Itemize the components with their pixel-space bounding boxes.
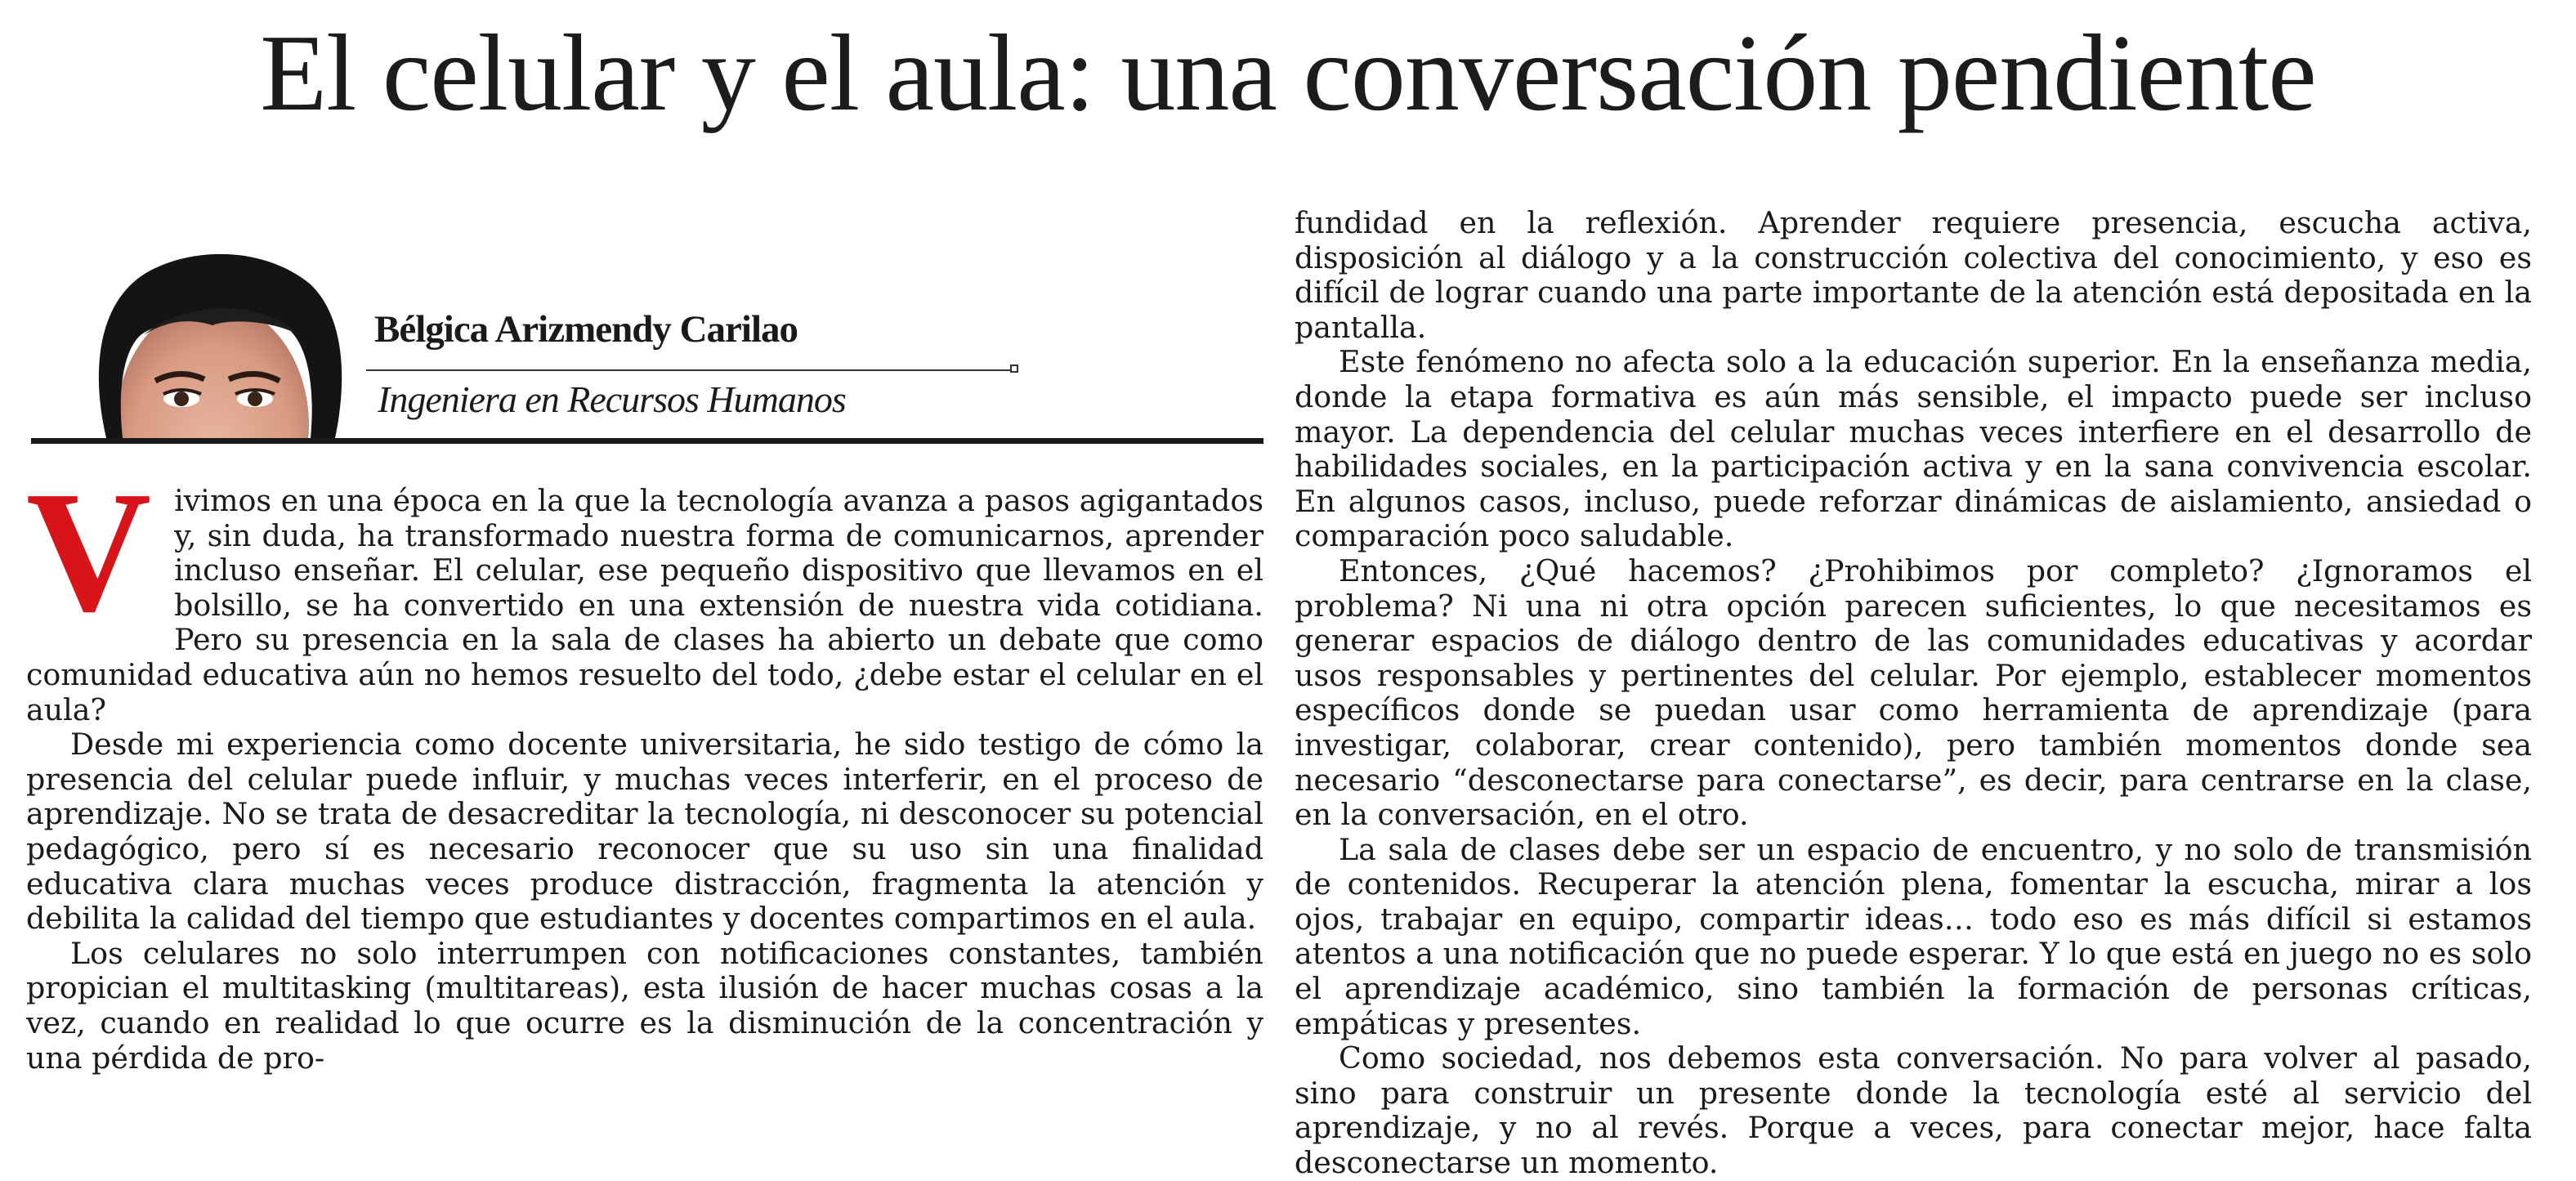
section-rule (31, 438, 1263, 444)
left-column (26, 455, 1263, 1076)
right-column (1295, 206, 2532, 1181)
paragraph: Los celulares no solo interrumpen con notificaciones constantes, también propician el multitasking (multitareas), esta ilusión de hacer muchas cosas a la vez, cuando en realidad lo que ocurre es la disminución de la concentración y una pérdida de pro- (26, 935, 1263, 1076)
author-portrait (65, 245, 360, 438)
divider-end-square (1010, 365, 1018, 373)
author-name: Bélgica Arizmendy Carilao (374, 308, 798, 351)
paragraph-text: ivimos en una época en la que la tecnología avanza a pasos agigantados y, sin duda, ha transformado nuestra forma de comunicarnos, aprender incluso enseñar. El celular, ese pequeño dispositivo que llevamos en el bolsillo, se ha convertido en una extensión de nuestra vida cotidiana. Pero su presencia en la sala de clases ha abierto un debate que como comunidad educativa aún no hemos resuelto del todo, ¿debe estar el celular en el aula? (26, 483, 1263, 727)
author-photo-icon (65, 245, 360, 438)
author-role: Ingeniera en Recursos Humanos (378, 378, 846, 420)
paragraph: Este fenómeno no afecta solo a la educación superior. En la enseñanza media, donde la etapa formativa es aún más sensible, el impacto puede ser incluso mayor. La dependencia del celular muchas veces interfiere en el desarrollo de habilidades sociales, en la participación activa y en la sana convivencia escolar. En algunos casos, incluso, puede reforzar dinámicas de aislamiento, ansiedad o comparación poco saludable. (1295, 344, 2532, 554)
paragraph (26, 455, 1263, 727)
paragraph: Entonces, ¿Qué hacemos? ¿Prohibimos por completo? ¿Ignoramos el problema? Ni una ni otra opción parecen suficientes, lo que necesitamos es generar espacios de diálogo dentro de las comunidades educativas y acordar usos responsables y pertinentes del celular. Por ejemplo, establecer momentos específicos donde se puedan usar como herramienta de aprendizaje (para investigar, colaborar, crear contenido), pero también momentos donde sea necesario “desconectarse para conectarse”, es decir, para centrarse en la clase, en la conversación, en el otro. (1295, 552, 2532, 833)
drop-cap: V (26, 455, 152, 647)
paragraph: La sala de clases debe ser un espacio de encuentro, y no solo de transmisión de contenidos. Recuperar la atención plena, fomentar la escucha, mirar a los ojos, trabajar en equipo, compartir ideas… todo eso es más difícil si estamos atentos a una notificación que no puede esperar. Y lo que está en juego no es solo el aprendizaje académico, sino también la formación de personas críticas, empáticas y presentes. (1295, 831, 2532, 1041)
author-box (31, 245, 1263, 443)
paragraph: fundidad en la reflexión. Aprender requiere presencia, escucha activa, disposición al diálogo y a la construcción colectiva del conocimiento, y eso es difícil de lograr cuando una parte importante de la atención está depositada en la pantalla. (1295, 205, 2532, 345)
author-divider (366, 369, 1012, 371)
paragraph: Desde mi experiencia como docente universitaria, he sido testigo de cómo la presencia del celular puede influir, y muchas veces interferir, en el proceso de aprendizaje. No se trata de desacreditar la tecnología, ni desconocer su potencial pedagógico, pero sí es necesario reconocer que su uso sin una finalidad educativa clara muchas veces produce distracción, fragmenta la atención y debilita la calidad del tiempo que estudiantes y docentes compartimos en el aula. (26, 727, 1263, 937)
paragraph: Como sociedad, nos debemos esta conversación. No para volver al pasado, sino para construir un presente donde la tecnología esté al servicio del aprendizaje, y no al revés. Porque a veces, para conectar mejor, hace falta desconectarse un momento. (1295, 1040, 2532, 1181)
headline: El celular y el aula: una conversación pendiente (260, 12, 2316, 133)
